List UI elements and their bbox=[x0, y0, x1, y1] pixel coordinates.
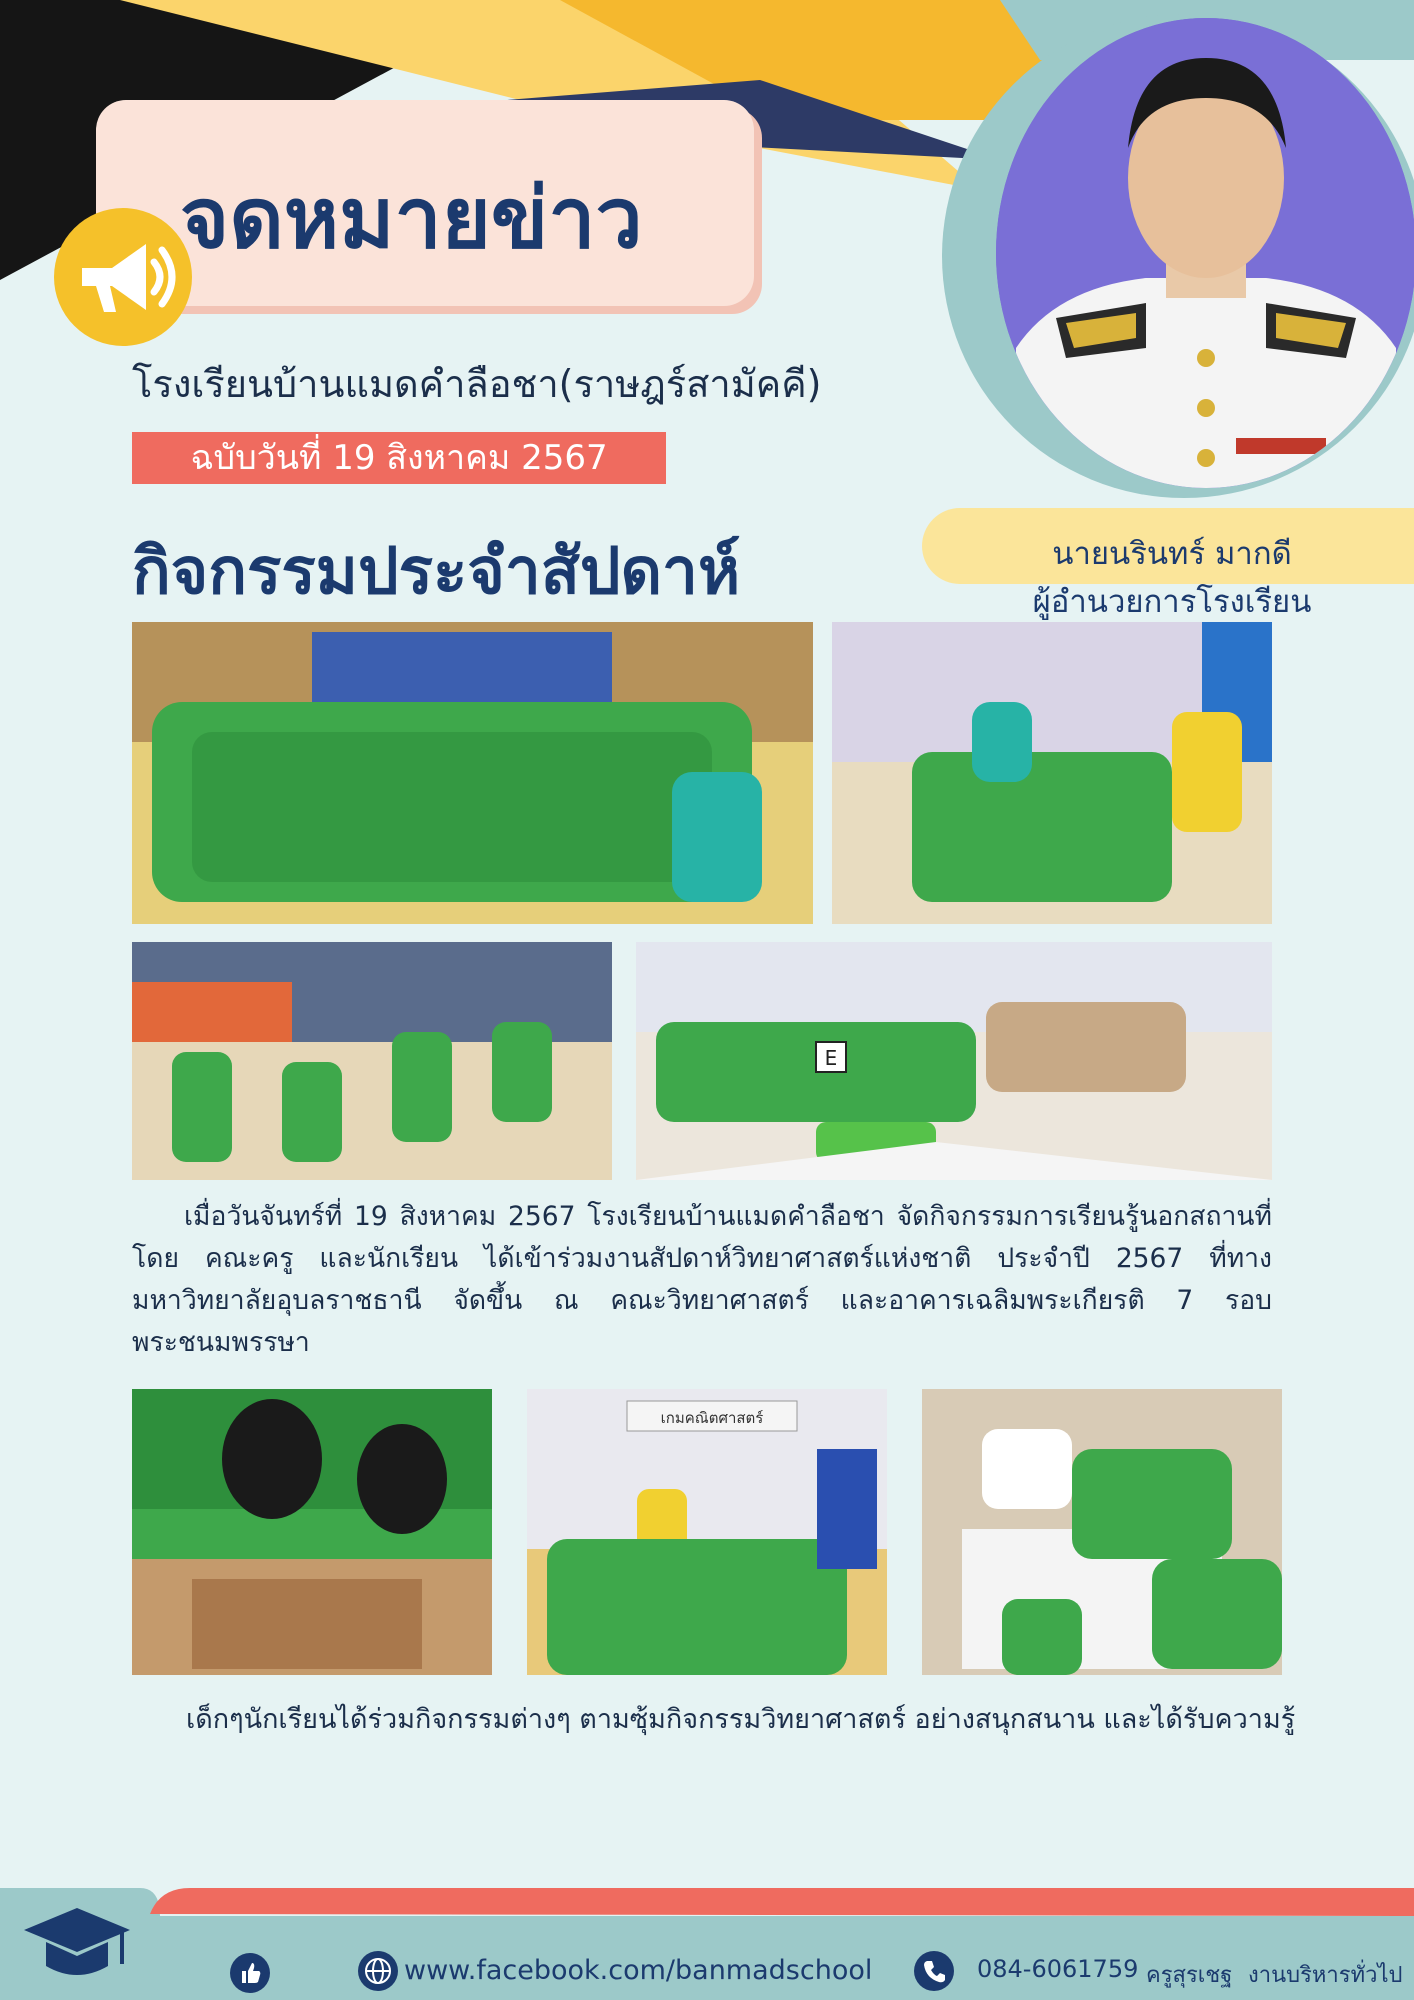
activity-photo-walking bbox=[132, 942, 612, 1180]
graduation-cap-icon bbox=[22, 1904, 132, 1984]
photo-sign-math: เกมคณิตศาสตร์ bbox=[660, 1409, 764, 1427]
facebook-link[interactable]: www.facebook.com/banmadschool bbox=[404, 1955, 873, 1986]
newsletter-title: จดหมายข่าว bbox=[180, 169, 643, 267]
activity-photo-group bbox=[132, 622, 813, 924]
department-name: งานบริหารทั่วไป bbox=[1248, 1963, 1403, 1988]
section-title: กิจกรรมประจำสัปดาห์ bbox=[132, 535, 741, 609]
megaphone-badge bbox=[54, 208, 192, 346]
photo-caption: เด็กๆนักเรียนได้ร่วมกิจกรรมต่างๆ ตามซุ้มกิจกรรมวิทยาศาสตร์ อย่างสนุกสนาน และได้รับความรู้ bbox=[186, 1704, 1296, 1735]
director-position: ผู้อำนวยการโรงเรียน bbox=[1032, 584, 1312, 620]
activity-photo-line bbox=[832, 622, 1272, 924]
thumbs-up-icon bbox=[230, 1953, 270, 1993]
photo-sign-e: E bbox=[824, 1046, 838, 1070]
director-portrait bbox=[996, 18, 1414, 488]
megaphone-icon bbox=[54, 208, 192, 346]
school-name: โรงเรียนบ้านแมดคำลือชา(ราษฎร์สามัคคี) bbox=[132, 362, 822, 406]
globe-icon[interactable] bbox=[358, 1951, 398, 1991]
contact-name: ครูสุรเชฐ bbox=[1146, 1963, 1233, 1988]
activity-photo-puzzle bbox=[132, 1389, 492, 1675]
issue-date: ฉบับวันที่ 19 สิงหาคม 2567 bbox=[190, 438, 608, 478]
phone-icon[interactable] bbox=[914, 1951, 954, 1991]
activity-photo-floor bbox=[922, 1389, 1282, 1675]
phone-number[interactable]: 084-6061759 bbox=[977, 1955, 1139, 1983]
news-paragraph: เมื่อวันจันทร์ที่ 19 สิงหาคม 2567 โรงเรียนบ้านแมดคำลือชา จัดกิจกรรมการเรียนรู้นอกสถานที่ โดย คณะครู และนักเรียน ได้เข้าร่วมงานสัปดาห์วิทยาศาสตร์แห่งชาติ ประจำปี 2567 ที่ทางมหาวิทยาลัยอุบลราชธานี จัดขึ้น ณ คณะวิทยาศาสตร์ และอาคารเฉลิมพระเกียรติ 7 รอบพระชนมพรรษา bbox=[132, 1201, 1272, 1358]
activity-photo-queue bbox=[636, 942, 1272, 1180]
director-name: นายนรินทร์ มากดี bbox=[1052, 536, 1292, 572]
activity-photo-math-booth bbox=[527, 1389, 887, 1675]
